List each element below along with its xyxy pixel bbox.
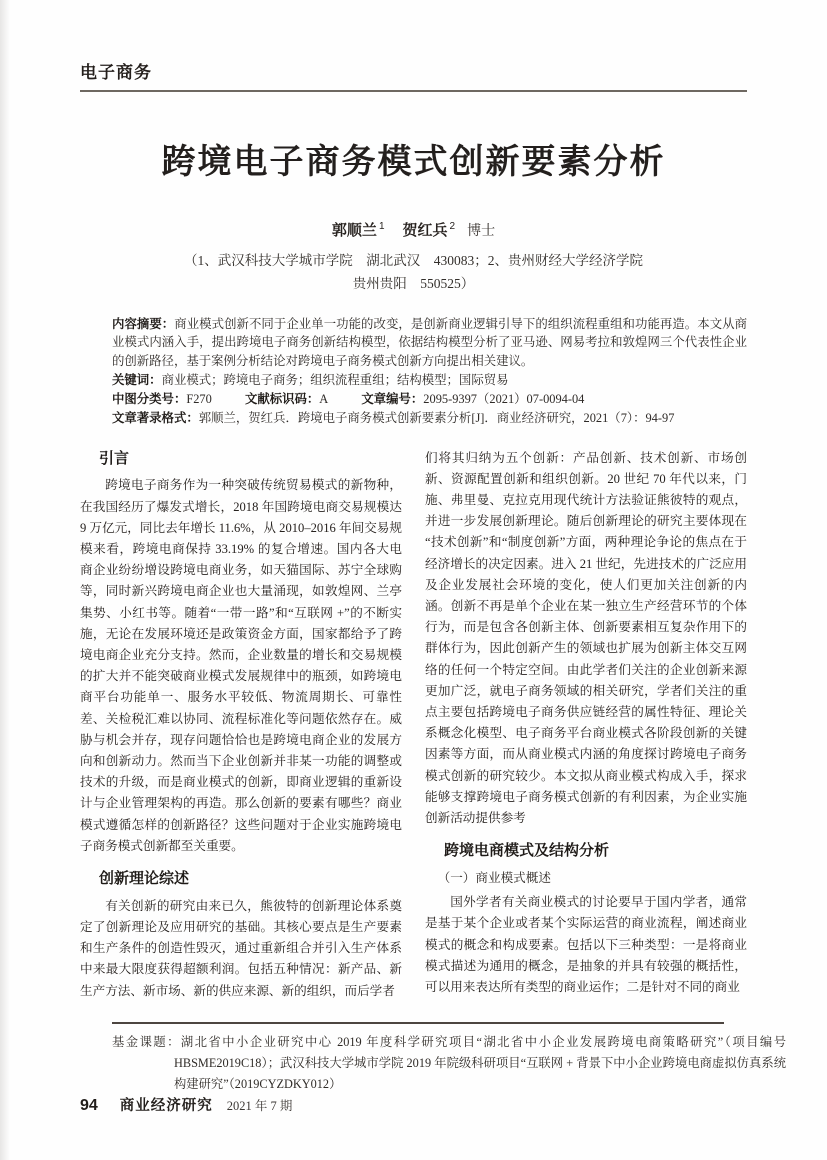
author-superscript-2: 2: [449, 220, 456, 232]
page-number: 94: [80, 1097, 98, 1114]
abstract-block: [112, 315, 747, 371]
keywords-text: 商业模式；跨境电子商务；组织流程重组；结构模型；国际贸易: [161, 372, 509, 387]
classification-line: [112, 390, 747, 409]
authors-line: [80, 219, 747, 240]
body-columns: [80, 448, 747, 1014]
doc-code-label: 文献标识码：: [244, 391, 320, 406]
keywords-label: 关键词：: [112, 372, 162, 387]
affiliation-line-1: （1、武汉科技大学城市学院 湖北武汉 430083；2、贵州财经大学经济学院: [184, 252, 643, 268]
body-left-column: [80, 448, 402, 1014]
clc-pair: [112, 392, 212, 406]
abstract-text: 商业模式创新不同于企业单一功能的改变，是创新商业逻辑引导下的组织流程重组和功能再造。本文从商业模式内涵入手，提出跨境电子商务创新结构模型，依据结构模型分析了亚马逊、网易考拉和敦煌网三个代表性企业的创新路径，基于案例分析结论对跨境电子商务模式创新方向提出相关建议。: [112, 316, 748, 368]
clc-label: 中图分类号：: [112, 391, 187, 406]
article-no-value: 2095-9397（2021）07-0094-04: [423, 391, 585, 406]
author-name-2: 贺红兵: [402, 221, 448, 239]
funding-footnote-text: 湖北省中小企业研究中心 2019 年度科学研究项目“湖北省中小企业发展跨境电商策略研究”（项目编号HBSME2019C18）；武汉科技大学城市学院 2019 年院级科研项目“互联网 + 背景下中小企业跨境电商虚拟仿真系统构建研究”（2019CYZDKY012）: [174, 1034, 786, 1091]
author-superscript-1: 1: [378, 220, 385, 232]
journal-section-label: 电子商务: [80, 63, 152, 82]
citation-text: 郭顺兰，贺红兵．跨境电子商务模式创新要素分析[J]．商业经济研究，2021（7）：94-97: [198, 410, 675, 425]
innovation-theory-paragraph-continued: 们将其归纳为五个创新：产品创新、技术创新、市场创新、资源配置创新和组织创新。20 世纪 70 年代以来，门施、弗里曼、克拉克用现代统计方法验证熊彼特的观点，并进一步发展创新理论。随后创新理论的研究主要体现在“技术创新”和“制度创新”方面，两种理论争论的焦点在于经济增长的决定因素。进入 21 世纪，先进技术的广泛应用及企业发展社会环境的变化，使人们更加关注创新的内涵。创新不再是单个企业在某一独立生产经营环节的个体行为，而是包含各创新主体、创新要素相互复杂作用下的群体行为，因此创新产生的领域也扩展为创新主体交互网络的任何一个特定空间。由此学者们关注的企业创新来源更加广泛，就电子商务领域的相关研究，学者们关注的重点主要包括跨境电子商务供应链经营的属性特征、理论关系概念化模型、电子商务平台商业模式各阶段创新的关键因素等方面，而从商业模式内涵的角度探讨跨境电子商务模式创新的研究较少。本文拟从商业模式构成入手，探求能够支撑跨境电子商务模式创新的有利因素，为企业实施创新活动提供参考: [425, 450, 747, 826]
keywords-line: [112, 371, 747, 390]
issue-label: 2021 年 7 期: [226, 1099, 293, 1113]
author-degree-label: 博士: [467, 223, 496, 239]
business-model-overview-paragraph: 国外学者有关商业模式的讨论要早于国内学者，通常是基于某个企业或者某个实际运营的商业流程，阐述商业模式的概念和构成要素。包括以下三种类型：一是将商业模式描述为通用的概念，是抽象的并具有较强的概括性，可以用来表达所有类型的商业运作；二是针对不同的商业: [425, 895, 747, 994]
author-name-1: 郭顺兰: [331, 221, 377, 239]
footnote-rule: [112, 1022, 724, 1024]
affiliation-block: [80, 249, 747, 295]
article-meta-block: [112, 315, 747, 428]
funding-footnote-label: 基金课题：: [112, 1034, 181, 1049]
section-heading-model-structure: 跨境电商模式及结构分析: [444, 842, 610, 860]
subsection-heading-business-model-overview: （一）商业模式概述: [437, 870, 551, 885]
article-no-label: 文章编号：: [361, 391, 424, 406]
section-heading-introduction: 引言: [99, 449, 130, 467]
citation-label: 文章著录格式：: [112, 410, 199, 425]
article-no-pair: [361, 392, 584, 406]
page-footer: [80, 1094, 292, 1115]
journal-name: 商业经济研究: [119, 1098, 213, 1114]
article-title: 跨境电子商务模式创新要素分析: [161, 144, 666, 181]
body-right-column: [425, 448, 747, 1014]
doc-code-value: A: [319, 391, 329, 406]
innovation-theory-paragraph: 有关创新的研究由来已久，熊彼特的创新理论体系奠定了创新理论及应用研究的基础。其核心要点是生产要素和生产条件的创造性毁灭，通过重新组合并引入生产体系中来最大限度获得超额利润。包括五种情况：新产品、新生产方法、新市场、新的供应来源、新的组织，而后学者: [80, 898, 402, 998]
funding-footnote: [112, 1032, 786, 1095]
clc-value: F270: [186, 391, 212, 406]
introduction-paragraph: 跨境电子商务作为一种突破传统贸易模式的新物种，在我国经历了爆发式增长，2018 年国跨境电商交易规模达 9 万亿元，同比去年增长 11.6%，从 2010–2016 年间交易规模来看，跨境电商保持 33.19% 的复合增速。国内各大电商企业纷纷增设跨境电商业务，如天猫国际、苏宁全球购等，同时新兴跨境电商企业也大量涌现，如敦煌网、兰亭集势、小红书等。随着“一带一路”和“互联网 +”的不断实施，无论在发展环境还是政策资金方面，国家都给予了跨境电商企业充分支持。然而，企业数量的增长和交易规模的扩大并不能突破商业模式发展规律中的瓶颈，如跨境电商平台功能单一、服务水平较低、物流周期长、可靠性差、关检税汇难以协同、流程标准化等问题依然存在。威胁与机会并存，现存问题恰恰也是跨境电商企业的发展方向和创新动力。然而当下企业创新并非某一功能的调整或技术的升级，而是商业模式的创新，即商业逻辑的重新设计与企业管理架构的再造。那么创新的要素有哪些？商业模式遵循怎样的创新路径？这些问题对于企业实施跨境电子商务模式创新都至关重要。: [80, 478, 402, 853]
header-rule: [80, 90, 747, 92]
section-heading-innovation-theory: 创新理论综述: [99, 869, 190, 887]
citation-line: [112, 409, 747, 428]
page-content: [80, 0, 786, 1095]
affiliation-line-2: 贵州贵阳 550525）: [352, 275, 475, 291]
doc-code-pair: [245, 392, 328, 406]
abstract-label: 内容摘要：: [112, 316, 175, 331]
